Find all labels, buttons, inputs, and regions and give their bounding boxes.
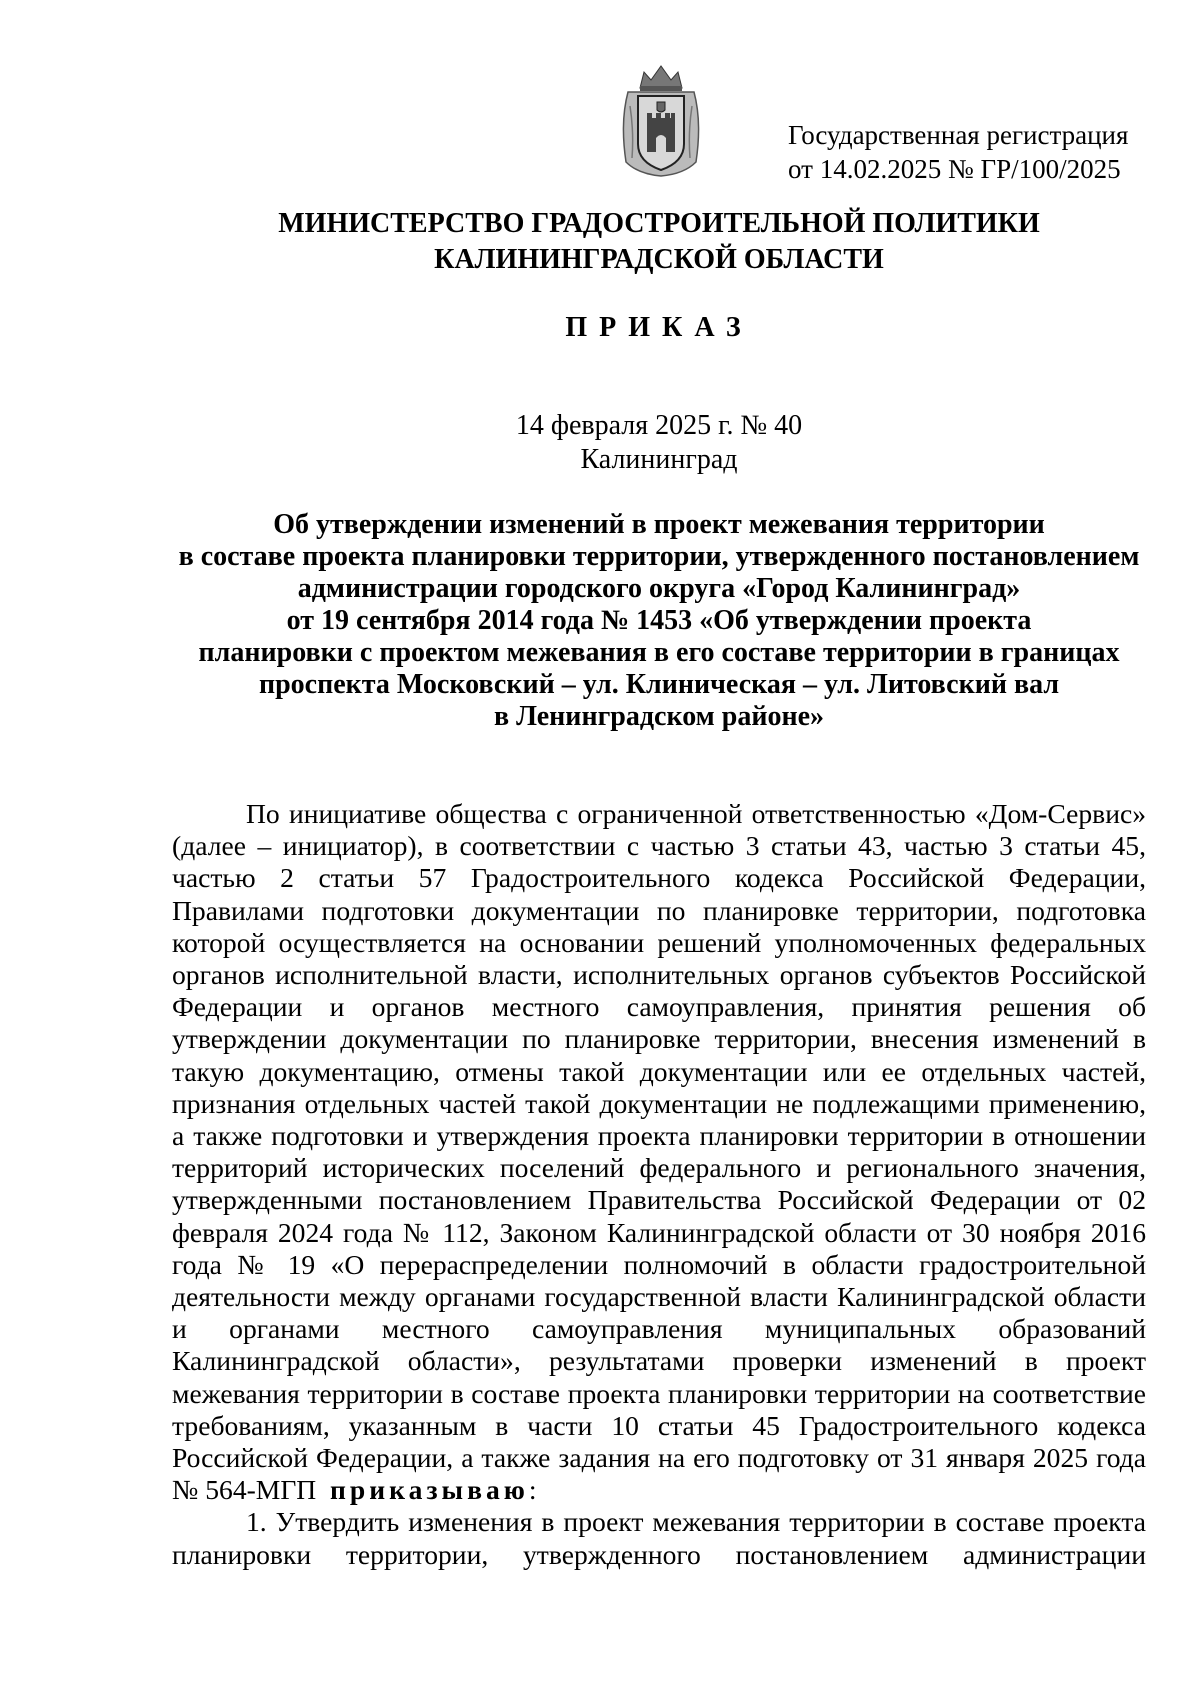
subject-line: администрации городского округа «Город Калининград» bbox=[297, 573, 1021, 604]
order-date-place bbox=[0, 409, 1200, 477]
order-date-number: 14 февраля 2025 г. № 40 bbox=[515, 410, 803, 441]
subject-line: Об утверждении изменений в проект межевания территории bbox=[273, 509, 1045, 540]
ministry-header bbox=[0, 206, 1200, 278]
subject-line: проспекта Московский – ул. Клиническая – ул. Литовский вал bbox=[258, 669, 1060, 700]
subject-line: в составе проекта планировки территории, утвержденного постановлением bbox=[178, 541, 1140, 572]
coat-of-arms-emblem bbox=[618, 62, 704, 180]
order-colon: : bbox=[528, 1474, 537, 1506]
subject-line: в Ленинградском районе» bbox=[493, 701, 825, 732]
order-body bbox=[172, 798, 1146, 1571]
document-type-title: ПРИКАЗ bbox=[565, 312, 753, 343]
registration-label: Государственная регистрация bbox=[788, 120, 1129, 150]
subject-line: от 19 сентября 2014 года № 1453 «Об утверждении проекта bbox=[286, 605, 1032, 636]
order-verb: приказываю bbox=[330, 1474, 529, 1506]
order-item-1 bbox=[172, 1506, 1146, 1570]
ministry-name-line-1: МИНИСТЕРСТВО ГРАДОСТРОИТЕЛЬНОЙ ПОЛИТИКИ bbox=[278, 208, 1040, 239]
registration-number: от 14.02.2025 № ГР/100/2025 bbox=[788, 154, 1121, 184]
preamble-paragraph bbox=[172, 798, 1146, 1506]
ministry-name-line-2: КАЛИНИНГРАДСКОЙ ОБЛАСТИ bbox=[434, 244, 884, 275]
order-subject-heading bbox=[172, 509, 1146, 733]
subject-line: планировки с проектом межевания в его составе территории в границах bbox=[198, 637, 1120, 668]
order-item-1-text: 1. Утвердить изменения в проект межевания территории в составе проекта планировки территории, утвержденного постановлением администрации bbox=[172, 1506, 1146, 1570]
state-registration-stamp bbox=[788, 118, 1148, 186]
preamble-text: По инициативе общества с ограниченной ответственностью «Дом-Сервис» (далее – инициатор), в соответствии с частью 3 статьи 43, частью 3 статьи 45, частью 2 статьи 57 Градостроительного кодекса Российской Федерации, Правилами подготовки документации по планировке территории, подготовка которой осуществляется на основании решений уполномоченных федеральных органов исполнительной власти, исполнительных органов субъектов Российской Федерации и органов местного самоуправления, принятия решения об утверждении документации по планировке территории, внесения изменений в такую документацию, отмены такой документации или ее отдельных частей, признания отдельных частей такой документации не подлежащими применению, а также подготовки и утверждения проекта планировки территории в отношении территорий исторических поселений федерального и регионального значения, утвержденными постановлением Правительства Российской Федерации от 02 февраля 2024 года № 112, Законом Калининградской области от 30 ноября 2016 года № 19 «О перераспределении полномочий в области градостроительной деятельности между органами государственной власти Калининградской области и органами местного самоуправления муниципальных образований Калининградской области», результатами проверки изменений в проект межевания территории в составе проекта планировки территории на соответствие требованиям, указанным в части 10 статьи 45 Градостроительного кодекса Российской Федерации, а также задания на его подготовку от 31 января 2025 года № 564-МГП bbox=[172, 798, 1146, 1506]
order-city: Калининград bbox=[580, 444, 738, 475]
